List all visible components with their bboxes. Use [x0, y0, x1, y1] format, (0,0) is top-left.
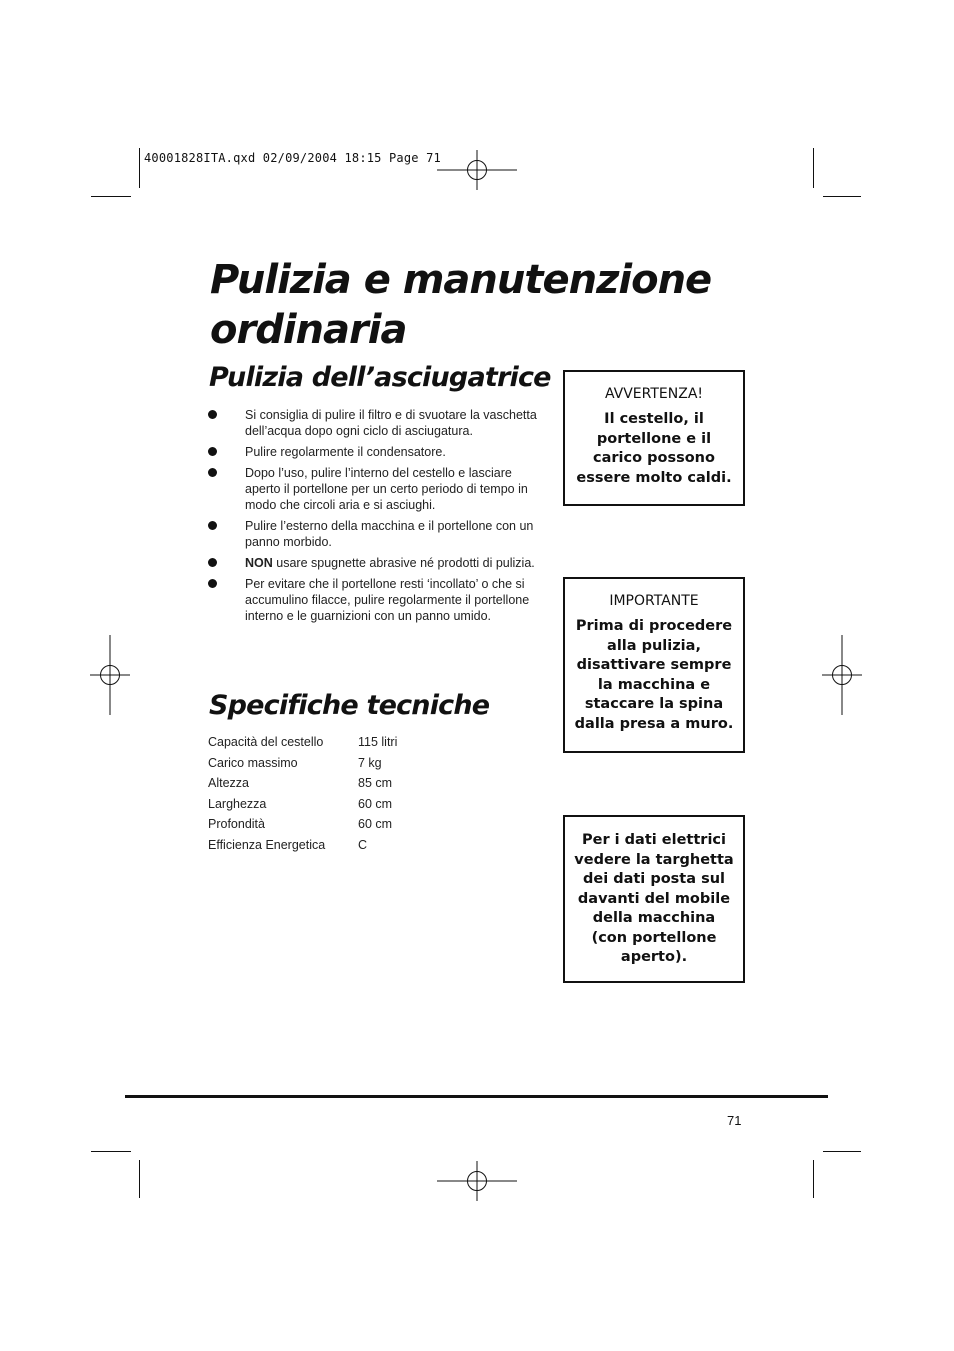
- list-item-text: Pulire regolarmente il condensatore.: [245, 445, 446, 459]
- warning-heading: AVVERTENZA!: [604, 386, 704, 402]
- print-file-info: 40001828ITA.qxd 02/09/2004 18:15 Page 71: [144, 151, 441, 165]
- specs-table: [208, 734, 397, 858]
- spec-value: 115 litri: [358, 735, 398, 749]
- registration-mark-icon: [437, 150, 517, 190]
- registration-mark-icon: [437, 1161, 517, 1201]
- list-item-text: Per evitare che il portellone resti ‘incollato’ o che si accumulino filacce, pulire regolarmente il portellone interno e le guarnizioni con un panno umido.: [245, 577, 530, 623]
- list-item: [207, 407, 547, 439]
- important-heading: IMPORTANTE: [609, 593, 699, 609]
- spec-label: Carico massimo: [208, 755, 298, 770]
- crop-mark: [91, 1151, 131, 1152]
- warning-text: Il cestello, il portellone e il carico possono essere molto caldi.: [576, 411, 732, 486]
- spec-value: 60 cm: [358, 817, 393, 832]
- crop-mark: [91, 196, 131, 197]
- bullet-icon: [208, 468, 217, 477]
- page-number: 71: [727, 1113, 742, 1128]
- crop-mark: [823, 1151, 861, 1152]
- registration-mark-icon: [90, 635, 130, 715]
- electrical-info-text: Per i dati elettrici vedere la targhetta dei dati posta sul davanti del mobile della macchina (con portellone aperto).: [574, 832, 734, 965]
- list-item: [207, 555, 547, 571]
- crop-mark: [139, 1160, 140, 1198]
- spec-value: 60 cm: [358, 796, 393, 811]
- specs-heading: Specifiche tecniche: [209, 690, 490, 721]
- list-item: [207, 576, 547, 624]
- bullet-icon: [208, 579, 217, 588]
- footer-rule: [125, 1095, 828, 1098]
- spec-label: Larghezza: [208, 796, 267, 811]
- list-item-text: Dopo l’uso, pulire l’interno del cestello e lasciare aperto il portellone per un certo periodo di tempo in modo che circoli aria e si asciughi.: [245, 466, 528, 512]
- list-item: [207, 465, 547, 513]
- page-title: Pulizia e manutenzione ordinaria: [210, 257, 712, 353]
- table-row: [208, 734, 397, 755]
- table-row: [208, 755, 397, 776]
- crop-mark: [823, 196, 861, 197]
- table-row: [208, 816, 397, 837]
- bullet-icon: [208, 521, 217, 530]
- bullet-icon: [208, 558, 217, 567]
- list-item: [207, 518, 547, 550]
- table-row: [208, 796, 397, 817]
- cleaning-heading: Pulizia dell’asciugatrice: [209, 362, 551, 393]
- important-text: Prima di procedere alla pulizia, disattivare sempre la macchina e staccare la spina dalla presa a muro.: [574, 618, 734, 732]
- table-row: [208, 837, 397, 858]
- warning-box: [563, 370, 745, 506]
- spec-label: Efficienza Energetica: [208, 837, 326, 852]
- list-item-text: Pulire l’esterno della macchina e il portellone con un panno morbido.: [245, 519, 534, 549]
- crop-mark: [139, 148, 140, 188]
- spec-value: 85 cm: [358, 776, 393, 791]
- bullet-icon: [208, 447, 217, 456]
- cleaning-list: [207, 407, 547, 629]
- table-row: [208, 775, 397, 796]
- spec-value: C: [358, 837, 368, 852]
- electrical-info-box: [563, 815, 745, 983]
- spec-label: Altezza: [208, 776, 249, 791]
- bullet-icon: [208, 410, 217, 419]
- important-box: [563, 577, 745, 753]
- crop-mark: [813, 1160, 814, 1198]
- spec-label: Profondità: [208, 817, 265, 832]
- crop-mark: [813, 148, 814, 188]
- list-item-text: usare spugnette abrasive né prodotti di pulizia.: [272, 556, 535, 570]
- list-item: [207, 444, 547, 460]
- registration-mark-icon: [822, 635, 862, 715]
- list-item-text: Si consiglia di pulire il filtro e di svuotare la vaschetta dell’acqua dopo ogni ciclo di asciugatura.: [245, 408, 537, 438]
- spec-label: Capacità del cestello: [208, 735, 324, 749]
- spec-value: 7 kg: [358, 755, 382, 770]
- list-item-emphasis: NON: [245, 556, 273, 570]
